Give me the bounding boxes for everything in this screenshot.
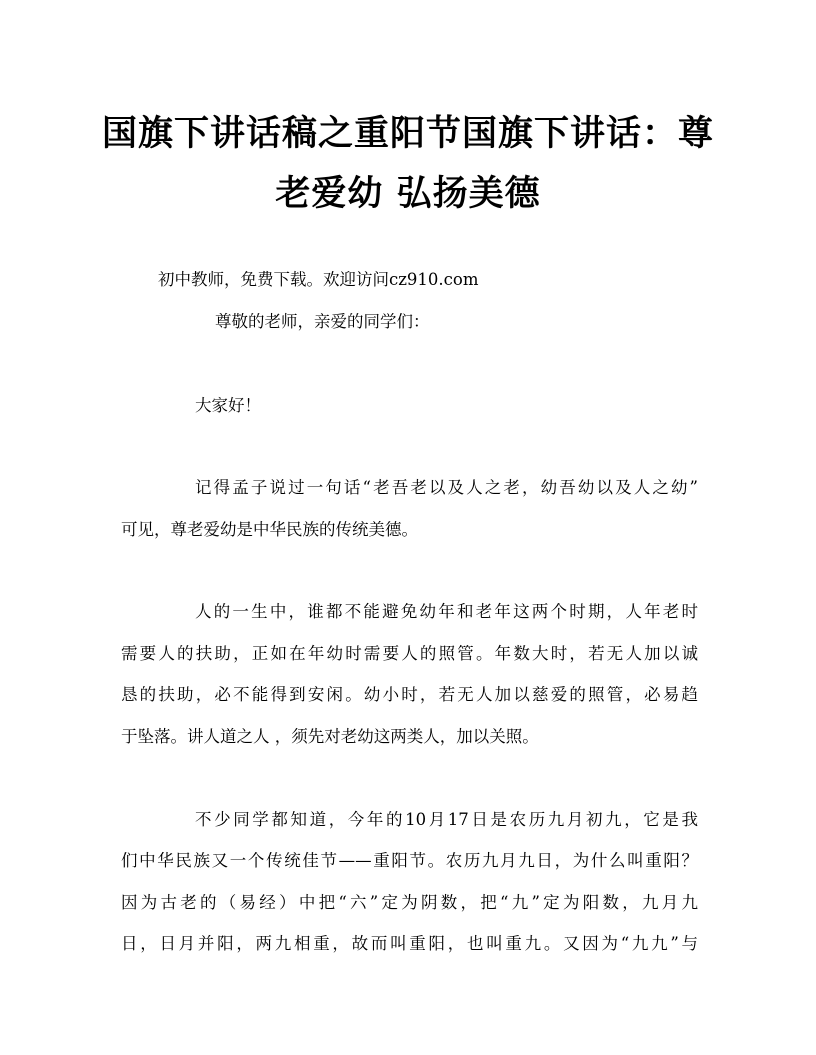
paragraph-1-line-1: 记得孟子说过一句话“老吾老以及人之老，幼吾幼以及人之幼” xyxy=(195,478,698,497)
paragraph-2-line-1: 人的一生中，谁都不能避免幼年和老年这两个时期，人年老时 xyxy=(195,602,698,621)
paragraph-3-line-3: 因为古老的（易经）中把“六”定为阴数，把“九”定为阳数，九月九 xyxy=(121,893,698,912)
paragraph-1-line-2: 可见，尊老爱幼是中华民族的传统美德。 xyxy=(121,520,418,539)
paragraph-2-line-4: 于坠落。讲人道之人 ，须先对老幼这两类人，加以关照。 xyxy=(121,727,539,746)
paragraph-2-line-2: 需要人的扶助，正如在年幼时需要人的照管。年数大时，若无人加以诚 xyxy=(121,644,698,663)
title-line-1: 国旗下讲话稿之重阳节国旗下讲话：尊 xyxy=(101,113,714,154)
source-note: 初中教师，免费下载。欢迎访问cz910.com xyxy=(158,270,479,289)
greeting: 大家好！ xyxy=(195,396,261,415)
salutation: 尊敬的老师，亲爱的同学们： xyxy=(215,312,430,331)
paragraph-3-line-1: 不少同学都知道，今年的10月17日是农历九月初九，它是我 xyxy=(195,810,698,829)
paragraph-3-line-4: 日，日月并阳，两九相重，故而叫重阳，也叫重九。又因为“九九”与 xyxy=(121,934,698,953)
paragraph-3-line-2: 们中华民族又一个传统佳节——重阳节。农历九月九日，为什么叫重阳？ xyxy=(121,851,698,870)
paragraph-2-line-3: 恳的扶助，必不能得到安闲。幼小时，若无人加以慈爱的照管，必易趋 xyxy=(121,685,698,704)
title-line-2: 老爱幼 弘扬美德 xyxy=(275,173,541,214)
